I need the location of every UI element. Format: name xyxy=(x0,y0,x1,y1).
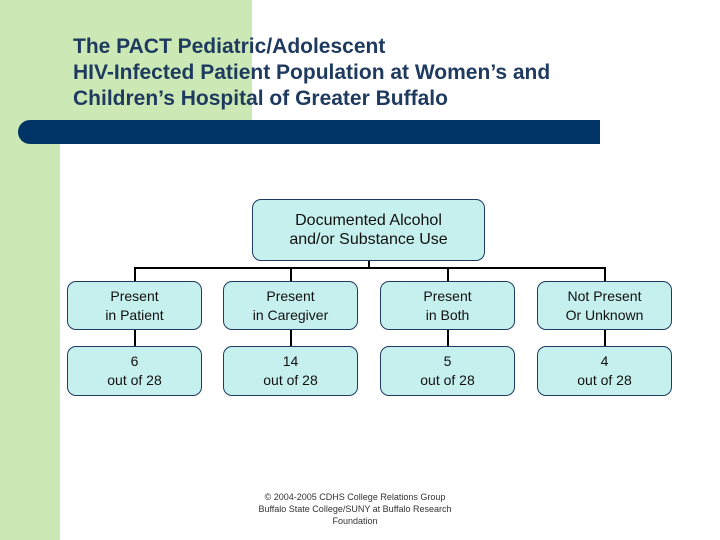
value-node-both xyxy=(380,346,515,396)
category-node-both xyxy=(380,281,515,330)
footer-line: Buffalo State College/SUNY at Buffalo Research xyxy=(258,504,452,514)
value-count: 5 xyxy=(443,353,452,369)
connector-branch xyxy=(447,267,449,281)
value-total: out of 28 xyxy=(577,372,632,388)
category-node-not-present xyxy=(537,281,672,330)
connector-horizontal xyxy=(134,267,606,269)
root-node-line: and/or Substance Use xyxy=(289,231,448,248)
title-underline-bar xyxy=(18,120,600,144)
root-node xyxy=(252,199,485,261)
category-label-line: in Both xyxy=(425,306,470,323)
category-node-patient xyxy=(67,281,202,330)
category-label-line: Or Unknown xyxy=(565,306,644,323)
connector-branch xyxy=(290,267,292,281)
footer-line: © 2004-2005 CDHS College Relations Group xyxy=(264,492,446,502)
connector-link xyxy=(290,330,292,346)
connector-link xyxy=(604,330,606,346)
category-label-line: Present xyxy=(110,287,159,304)
value-count: 4 xyxy=(600,353,609,369)
connector-link xyxy=(447,330,449,346)
value-node-not-present xyxy=(537,346,672,396)
category-label-line: Present xyxy=(266,287,315,304)
value-total: out of 28 xyxy=(263,372,318,388)
category-label-line: Not Present xyxy=(567,287,642,304)
connector-branch xyxy=(134,267,136,281)
category-label-line: Present xyxy=(423,287,472,304)
value-total: out of 28 xyxy=(107,372,162,388)
footer-line: Foundation xyxy=(332,516,378,526)
value-node-patient xyxy=(67,346,202,396)
value-count: 6 xyxy=(130,353,139,369)
title-line: HIV-Infected Patient Population at Women’s and xyxy=(73,61,551,84)
left-green-band xyxy=(0,0,60,540)
category-node-caregiver xyxy=(223,281,358,330)
category-label-line: in Patient xyxy=(105,306,164,323)
connector-link xyxy=(134,330,136,346)
title-line: The PACT Pediatric/Adolescent xyxy=(73,35,386,58)
copyright-footer xyxy=(244,491,466,527)
slide-title xyxy=(73,34,693,112)
category-label-line: in Caregiver xyxy=(252,306,329,323)
root-node-line: Documented Alcohol xyxy=(295,212,442,229)
value-node-caregiver xyxy=(223,346,358,396)
value-count: 14 xyxy=(282,353,299,369)
value-total: out of 28 xyxy=(420,372,475,388)
connector-branch xyxy=(604,267,606,281)
title-line: Children’s Hospital of Greater Buffalo xyxy=(73,87,448,110)
